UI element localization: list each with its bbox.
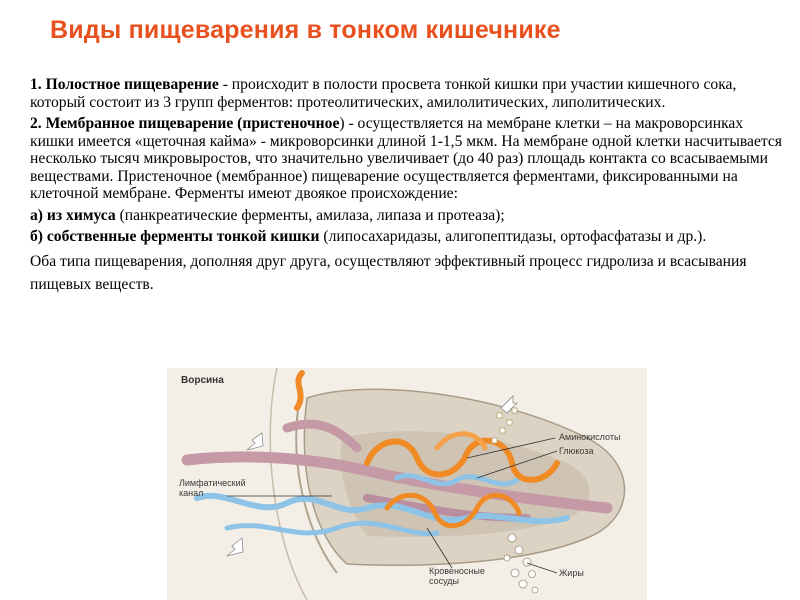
enzymes-intestine-heading: б) собственные ферменты тонкой кишки xyxy=(30,228,320,245)
villus-illustration xyxy=(167,368,647,600)
paragraph-conclusion: Оба типа пищеварения, дополняя друг друга, осуществляют эффективный процесс гидролиза и всасывания пищевых веществ. xyxy=(30,252,747,293)
membrane-digestion-heading: 2. Мембранное пищеварение (пристеночное xyxy=(30,115,340,132)
cavity-digestion-heading: 1. Полостное пищеварение xyxy=(30,76,219,93)
label-fats: Жиры xyxy=(559,568,584,578)
membrane-digestion-text: ) - осуществляется на мембране клетки – на макроворсинках кишки имеется «щеточная кайма» - микроворсинки длиной 1-1,5 мкм. На мембране одной клетки насчитывается несколько тысяч микровыростов, что значительно увеличивает (до 40 раз) площадь контакта со всасываемыми веществами. Пристеночное (мембранное) пищеварение осуществляется ферментами, фиксированными на клеточной мембране. Ферменты имеют двоякое происхождение: xyxy=(30,115,782,202)
slide-body xyxy=(30,76,785,300)
paragraph-enzymes-chyme xyxy=(30,207,785,225)
paragraph-membrane-digestion xyxy=(30,115,785,203)
paragraph-cavity-digestion xyxy=(30,76,785,111)
enzymes-intestine-text: (липосахаридазы, алигопептидазы, ортофасфатазы и др.). xyxy=(319,228,707,245)
enzymes-chyme-text: (панкреатические ферменты, амилаза, липаза и протеаза); xyxy=(115,206,505,224)
label-blood-vessels: Кровеносные сосуды xyxy=(429,566,485,586)
cavity-digestion-text: - происходит в полости просвета тонкой кишки при участии кишечного сока, который состоит из 3 групп ферментов: протеолитических, амилолитических, липолитических. xyxy=(30,76,737,111)
paragraph-enzymes-intestine xyxy=(30,228,785,246)
label-lymphatic-channel: Лимфатический канал xyxy=(179,478,246,498)
label-villus: Ворсина xyxy=(181,375,224,386)
label-amino-acids: Аминокислоты xyxy=(559,432,621,442)
enzymes-chyme-heading: а) из химуса xyxy=(30,206,116,224)
label-glucose: Глюкоза xyxy=(559,446,594,456)
slide-title: Виды пищеварения в тонком кишечнике xyxy=(50,16,561,44)
